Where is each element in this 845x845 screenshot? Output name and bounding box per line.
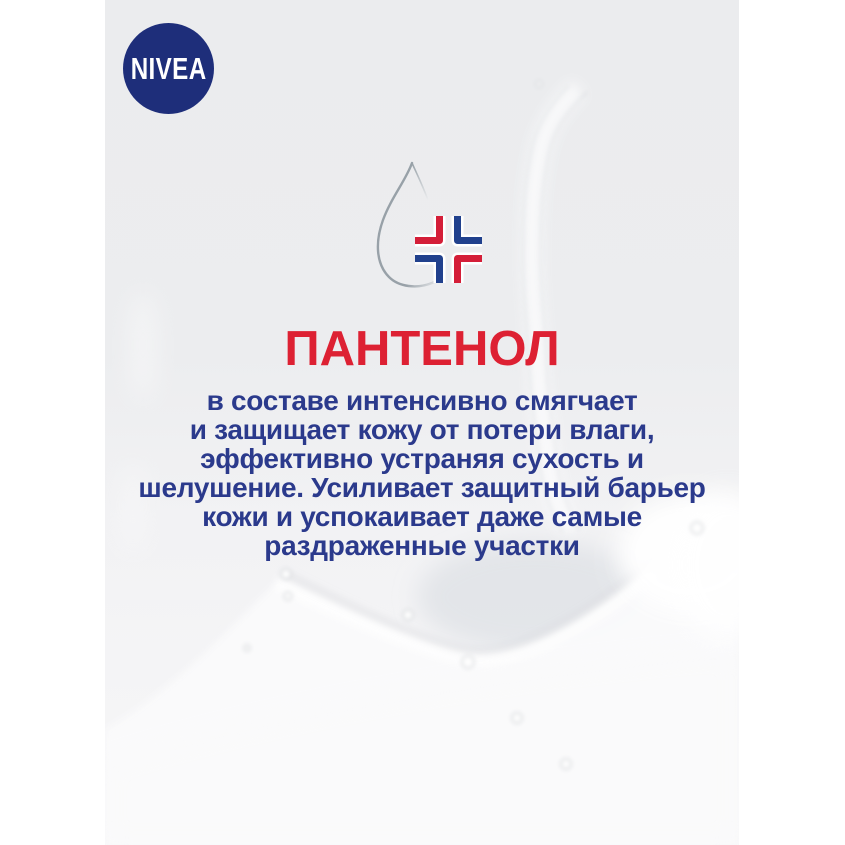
nivea-logo	[123, 23, 214, 114]
cross-halo	[415, 216, 482, 283]
benefits-line: эффективно устраняя сухость и	[200, 443, 644, 474]
benefits-line: раздраженные участки	[264, 530, 580, 561]
droplet-outline	[378, 163, 443, 286]
droplet-cross-icon	[363, 146, 505, 298]
medical-cross-icon	[415, 216, 482, 283]
benefits-line: кожи и успокаивает даже самые	[202, 501, 642, 532]
benefits-line: в составе интенсивно смягчает	[206, 385, 638, 416]
benefits-text	[105, 386, 739, 560]
milk-splash-background	[105, 0, 739, 845]
nivea-logo-text: NIVEA	[130, 50, 207, 86]
benefits-line: шелушение. Усиливает защитный барьер	[138, 472, 706, 503]
benefits-line: и защищает кожу от потери влаги,	[189, 414, 655, 445]
panthenol-heading: ПАНТЕНОЛ	[284, 322, 560, 376]
